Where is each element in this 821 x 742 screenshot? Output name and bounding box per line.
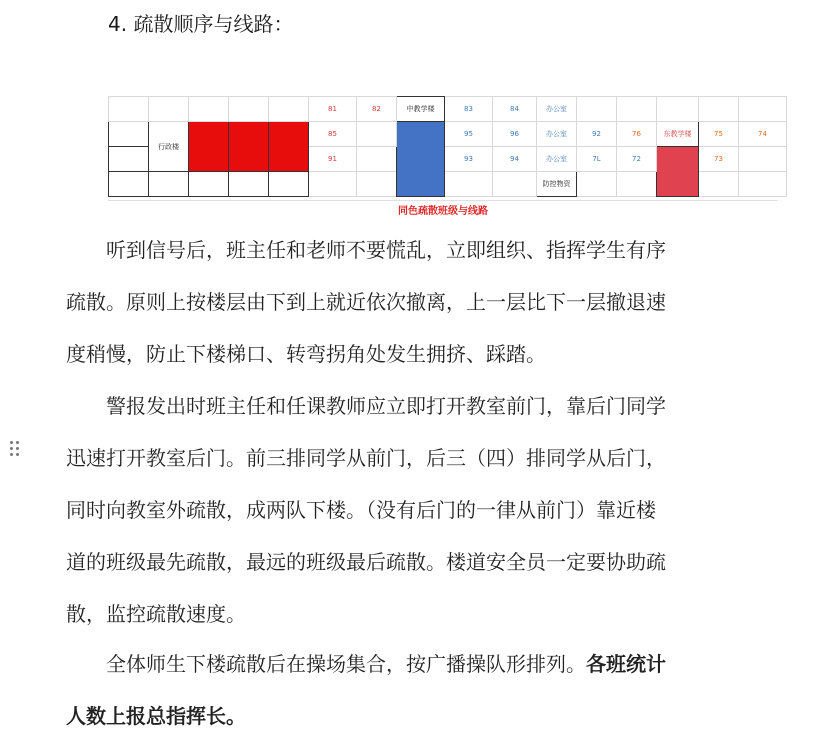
drag-handle-icon[interactable] <box>10 441 20 457</box>
text-line: 道的班级最先疏散，最远的班级最后疏散。楼道安全员一定要协助疏 <box>66 550 666 574</box>
room-cell: 72 <box>617 147 657 172</box>
blue-block <box>397 122 445 197</box>
room-cell: 7L <box>577 147 617 172</box>
room-cell: 94 <box>493 147 537 172</box>
paragraph-1 <box>66 224 756 380</box>
text-normal: 全体师生下楼疏散后在操场集合，按广播操队形排列。 <box>106 652 586 676</box>
paragraph-2 <box>66 380 756 640</box>
text-line: 听到信号后，班主任和老师不要慌乱，立即组织、指挥学生有序 <box>106 238 666 262</box>
middle-building-label: 中教学楼 <box>397 97 445 122</box>
evacuation-table <box>108 96 787 197</box>
east-building-label: 东教学楼 <box>657 122 699 147</box>
room-cell: 75 <box>699 122 739 147</box>
office-cell: 办公室 <box>537 122 577 147</box>
table-row <box>109 97 787 122</box>
room-cell: 73 <box>699 147 739 172</box>
room-cell: 91 <box>309 147 357 172</box>
room-cell: 81 <box>309 97 357 122</box>
paragraph-3 <box>66 638 756 742</box>
room-cell: 74 <box>739 122 787 147</box>
text-line: 同时向教室外疏散，成两队下楼。（没有后门的一律从前门）靠近楼 <box>66 498 656 522</box>
text-line: 度稍慢，防止下楼梯口、转弯拐角处发生拥挤、踩踏。 <box>66 342 546 366</box>
room-cell: 96 <box>493 122 537 147</box>
text-line: 散，监控疏散速度。 <box>66 602 246 626</box>
office-cell: 办公室 <box>537 147 577 172</box>
pink-block <box>657 147 699 197</box>
text-bold: 各班统计 <box>586 652 666 676</box>
section-heading: 4. 疏散顺序与线路： <box>108 12 294 36</box>
table-row <box>109 122 787 147</box>
office-cell: 办公室 <box>537 97 577 122</box>
evacuation-route-figure <box>108 96 778 222</box>
caption-divider <box>108 200 778 201</box>
room-cell: 84 <box>493 97 537 122</box>
room-cell: 95 <box>445 122 493 147</box>
room-cell: 92 <box>577 122 617 147</box>
red-block <box>269 122 309 172</box>
room-cell: 93 <box>445 147 493 172</box>
red-block <box>189 122 229 172</box>
text-bold-line: 人数上报总指挥长。 <box>66 704 246 728</box>
room-cell: 83 <box>445 97 493 122</box>
red-block <box>229 122 269 172</box>
figure-caption: 同色疏散班级与线路 <box>398 206 488 217</box>
text-line: 警报发出时班主任和任课教师应立即打开教室前门，靠后门同学 <box>106 394 666 418</box>
text-line <box>66 638 756 690</box>
text-line: 疏散。原则上按楼层由下到上就近依次撤离，上一层比下一层撤退速 <box>66 290 666 314</box>
supplies-cell: 防控物资 <box>537 172 577 197</box>
admin-building-label: 行政楼 <box>149 122 189 172</box>
room-cell: 82 <box>357 97 397 122</box>
room-cell: 85 <box>309 122 357 147</box>
room-cell: 76 <box>617 122 657 147</box>
text-line: 迅速打开教室后门。前三排同学从前门，后三（四）排同学从后门， <box>66 446 666 470</box>
